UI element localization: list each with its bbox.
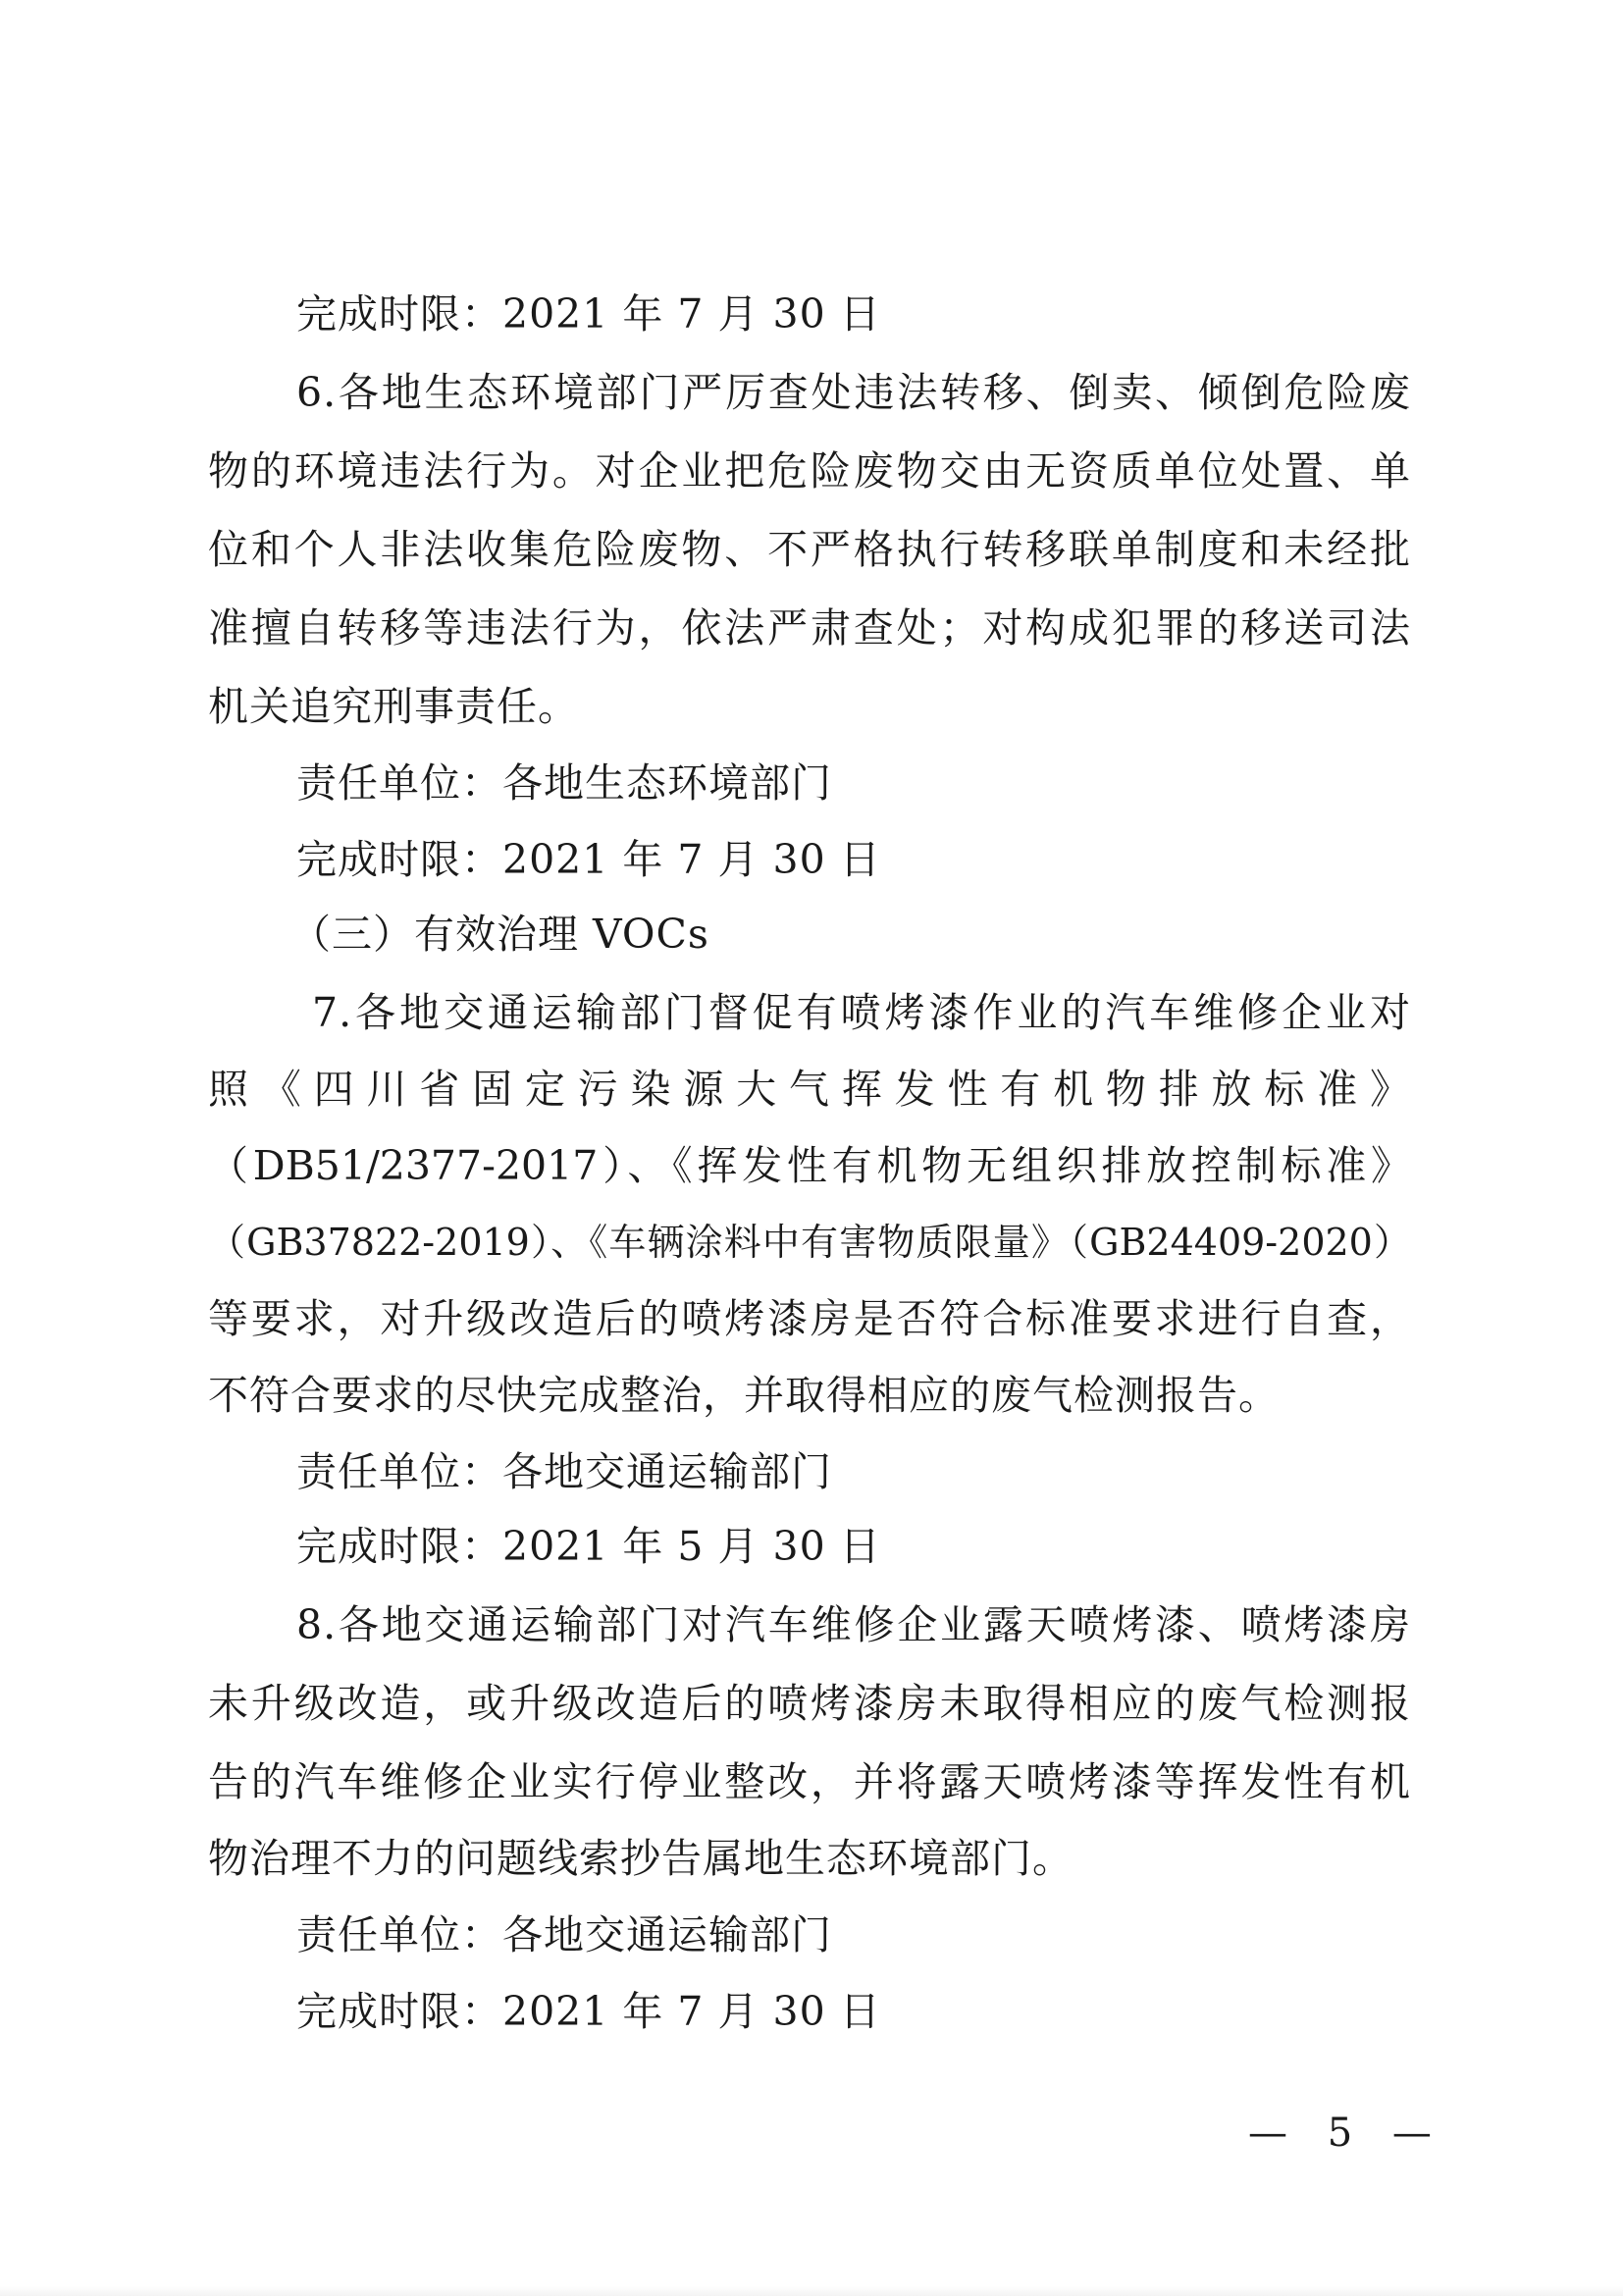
paragraph-line: 准擅自转移等违法行为，依法严肃查处；对构成犯罪的移送司法 bbox=[208, 604, 1411, 652]
paragraph-line: （GB37822-2019）、《车辆涂料中有害物质限量》（GB24409-2020） bbox=[208, 1221, 1411, 1264]
paragraph-line: 物治理不力的问题线索抄告属地生态环境部门。 bbox=[208, 1835, 1073, 1882]
paragraph-line: 位和个人非法收集危险废物、不严格执行转移联单制度和未经批 bbox=[208, 526, 1411, 573]
paragraph-line: 照《四川省固定污染源大气挥发性有机物排放标准》 bbox=[208, 1066, 1411, 1113]
paragraph-line: 不符合要求的尽快完成整治，并取得相应的废气检测报告。 bbox=[208, 1372, 1280, 1419]
paragraph-line: 未升级改造，或升级改造后的喷烤漆房未取得相应的废气检测报 bbox=[208, 1680, 1411, 1727]
paragraph-line: 物的环境违法行为。对企业把危险废物交由无资质单位处置、单 bbox=[208, 447, 1411, 495]
paragraph-line: 7.各地交通运输部门督促有喷烤漆作业的汽车维修企业对 bbox=[312, 989, 1411, 1036]
responsible-unit-line: 责任单位：各地生态环境部门 bbox=[296, 759, 832, 807]
deadline-line: 完成时限：2021 年 5 月 30 日 bbox=[296, 1523, 881, 1570]
paragraph-line: （DB51/2377-2017）、《挥发性有机物无组织排放控制标准》 bbox=[208, 1142, 1411, 1189]
responsible-unit-line: 责任单位：各地交通运输部门 bbox=[296, 1448, 832, 1495]
paragraph-line: 等要求，对升级改造后的喷烤漆房是否符合标准要求进行自查， bbox=[208, 1295, 1411, 1342]
section-heading: （三）有效治理 VOCs bbox=[290, 911, 709, 958]
paragraph-line: 8.各地交通运输部门对汽车维修企业露天喷烤漆、喷烤漆房 bbox=[296, 1601, 1411, 1648]
responsible-unit-line: 责任单位：各地交通运输部门 bbox=[296, 1911, 832, 1958]
deadline-line: 完成时限：2021 年 7 月 30 日 bbox=[296, 290, 881, 338]
paragraph-line: 6.各地生态环境部门严厉查处违法转移、倒卖、倾倒危险废 bbox=[296, 369, 1411, 416]
scan-edge bbox=[0, 2286, 1623, 2296]
paragraph-line: 机关追究刑事责任。 bbox=[208, 683, 579, 730]
page-number: — 5 — bbox=[1248, 2111, 1445, 2156]
paragraph-line: 告的汽车维修企业实行停业整改，并将露天喷烤漆等挥发性有机 bbox=[208, 1758, 1411, 1805]
deadline-line: 完成时限：2021 年 7 月 30 日 bbox=[296, 836, 881, 883]
deadline-line: 完成时限：2021 年 7 月 30 日 bbox=[296, 1988, 881, 2035]
